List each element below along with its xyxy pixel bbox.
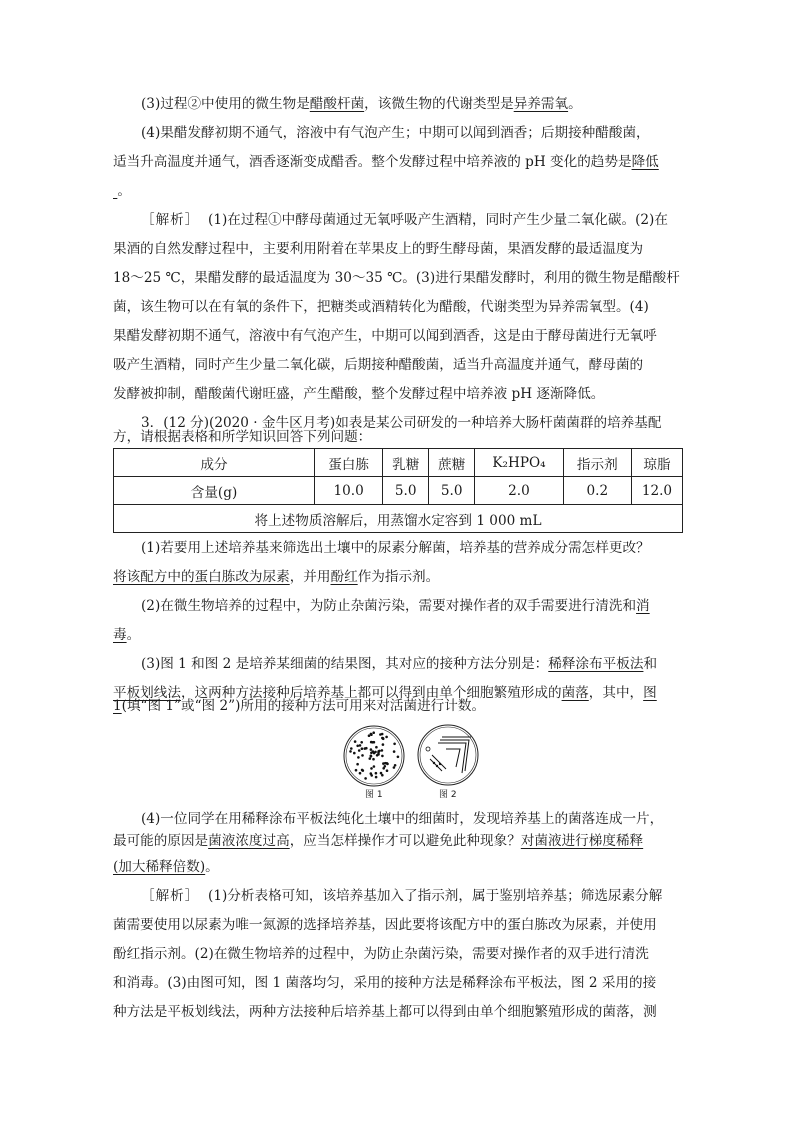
q2-text: (2)在微生物培养的过程中，为防止杂菌污染，需要对操作者的双手需要进行清洗和 xyxy=(141,598,637,614)
colony-dot xyxy=(375,776,378,779)
analysis-1-line-7: 发酵被抑制，醋酸菌代谢旺盛，产生醋酸，整个发酵过程中培养液 pH 逐渐降低。 xyxy=(113,386,605,402)
colony-dot xyxy=(373,752,376,755)
colony-dot xyxy=(386,769,389,772)
table-row xyxy=(114,505,683,533)
answer-figure-part2: 1 xyxy=(113,698,122,714)
answer-figure-part1: 图 xyxy=(643,685,657,701)
q3-text-and: 和 xyxy=(643,656,658,672)
colony-dot xyxy=(370,733,373,736)
q1-text-mid: ，并用 xyxy=(289,569,331,585)
analysis-1-line-4: 菌，该生物可以在有氧的条件下，把糖类或酒精转化为醋酸，代谢类型为异养需氧型。(4) xyxy=(113,299,649,315)
q2-line-1 xyxy=(113,592,683,622)
q4-text-mid: ，应当怎样操作才可以避免此种现象？ xyxy=(289,833,521,849)
figure-1-spread-plate xyxy=(342,724,406,788)
colony-dot xyxy=(356,763,359,766)
colony-dot xyxy=(359,772,362,775)
colony-dot xyxy=(357,756,360,759)
colony-dot xyxy=(370,748,373,751)
para-3-end: 。 xyxy=(568,96,582,112)
colony-dot xyxy=(369,757,372,760)
table-cell: 5.0 xyxy=(429,477,475,505)
para-4-line-1: (4)果醋发酵初期不通气，溶液中有气泡产生；中期可以闻到酒香；后期接种醋酸菌， xyxy=(141,125,650,141)
colony-dot xyxy=(384,765,387,768)
colony-dot xyxy=(382,738,385,741)
colony-dot xyxy=(364,747,367,750)
table-cell: 5.0 xyxy=(383,477,429,505)
answer-replace-peptone: 将该配方中的蛋白胨改为尿素 xyxy=(113,569,290,585)
para-3 xyxy=(113,90,683,120)
colony-dot xyxy=(372,758,375,761)
table-note: 将上述物质溶解后，用蒸馏水定容到 1 000 mL xyxy=(114,505,683,533)
figure-1-caption: 图 1 xyxy=(365,790,383,800)
colony-dot xyxy=(349,750,352,753)
analysis-1-text: (1)在过程①中酵母菌通过无氧呼吸产生酒精，同时产生少量二氧化碳。(2)在 xyxy=(208,212,668,228)
colony-dot xyxy=(385,736,388,739)
colony-dot xyxy=(384,762,387,765)
analysis-2-line-3: 酚红指示剂。(2)在微生物培养的过程中，为防止杂菌污染，需要对操作者的双手进行清洗 xyxy=(113,946,649,962)
table-cell: 琼脂 xyxy=(631,449,682,477)
table-cell: 2.0 xyxy=(475,477,563,505)
colony-dot xyxy=(361,747,364,750)
colony-dot xyxy=(375,746,378,749)
colony-dot xyxy=(358,749,361,752)
q3-line-1 xyxy=(113,650,683,680)
q1-end: 作为指示剂。 xyxy=(357,569,440,585)
colony-dot xyxy=(381,749,384,752)
para-3-text-mid: ，该微生物的代谢类型是 xyxy=(364,96,514,112)
table-cell: 12.0 xyxy=(631,477,682,505)
analysis-2-text: (1)分析表格可知，该培养基加入了指示剂，属于鉴别培养基；筛选尿素分解 xyxy=(208,888,663,904)
q4-line-1: (4)一位同学在用稀释涂布平板法纯化土壤中的细菌时，发现培养基上的菌落连成一片， xyxy=(141,811,664,827)
q3-line-3 xyxy=(113,696,683,716)
table-header-cell: 含量(g) xyxy=(114,477,315,505)
colony-dot xyxy=(370,767,373,770)
q3-text-line3: (填“图 1”或“图 2”)所用的接种方法可用来对活菌进行计数。 xyxy=(121,698,486,714)
para-4-text: 适当升高温度并通气，酒香逐渐变成醋香。整个发酵过程中培养液的 pH 变化的趋势是 xyxy=(113,154,632,170)
colony-dot xyxy=(372,731,375,734)
answer-ph-trend: 降低 xyxy=(631,154,659,170)
analysis-1-line-6: 吸产生酒精，同时产生少量二氧化碳，后期接种醋酸菌，适当升高温度并通气，酵母菌的 xyxy=(113,357,644,373)
answer-streak-plate: 平板划线法 xyxy=(113,685,181,701)
table-cell: 10.0 xyxy=(315,477,383,505)
figure-2-caption: 图 2 xyxy=(439,790,457,800)
colony-dot xyxy=(359,744,362,747)
table-cell: K₂HPO₄ xyxy=(475,449,563,477)
colony-dot xyxy=(364,777,367,780)
colony-dot xyxy=(373,765,376,768)
colony-dot xyxy=(354,740,357,743)
colony-dot xyxy=(353,752,356,755)
colony-dot xyxy=(371,741,374,744)
colony-dot xyxy=(380,772,383,775)
colony-dot xyxy=(393,750,396,753)
analysis-2-line-1 xyxy=(113,882,683,912)
para-4-line-3 xyxy=(113,177,683,207)
answer-disinfect-part1: 消 xyxy=(636,598,650,614)
colony-dot xyxy=(381,755,384,758)
para-4-end: 。 xyxy=(117,183,131,199)
colony-dot xyxy=(356,745,359,748)
table-cell: 指示剂 xyxy=(563,449,631,477)
answer-spread-plate: 稀释涂布平板法 xyxy=(548,656,644,672)
para-3-text: (3)过程②中使用的微生物是 xyxy=(141,96,310,112)
q3-text-mid: ，这两种方法接种后培养基上都可以得到由单个细胞繁殖形成的 xyxy=(180,685,562,701)
para-4-line-2 xyxy=(113,148,683,178)
q4-text: 最可能的原因是 xyxy=(113,833,209,849)
q3-text-end: ，其中， xyxy=(588,685,644,701)
analysis-1-line-5: 果醋发酵初期不通气，溶液中有气泡产生，中期可以闻到酒香，这是由于酵母菌进行无氧呼 xyxy=(113,328,657,344)
analysis-1-line-3: 18～25 ℃，果醋发酵的最适温度为 30～35 ℃。(3)进行果醋发酵时，利用的微生物是醋酸杆 xyxy=(113,270,680,286)
colony-dot xyxy=(361,754,364,757)
analysis-2-line-5: 种方法是平板划线法，两种方法接种后培养基上都可以得到由单个细胞繁殖形成的菌落，测 xyxy=(113,1004,657,1020)
colony-dot xyxy=(370,755,373,758)
colony-dot xyxy=(394,764,397,767)
table-cell: 乳糖 xyxy=(383,449,429,477)
figure-2-streak-plate xyxy=(416,723,480,787)
colony-dot xyxy=(397,756,400,759)
answer-increase-dilution: (加大稀释倍数) xyxy=(113,859,206,875)
answer-concentration-too-high: 菌液浓度过高 xyxy=(208,833,290,849)
answer-colony: 菌落 xyxy=(561,685,589,701)
answer-acetobacter: 醋酸杆菌 xyxy=(309,96,365,112)
colony-dot xyxy=(370,774,373,777)
colony-dot xyxy=(379,733,382,736)
table-cell: 0.2 xyxy=(563,477,631,505)
answer-disinfect-part2: 毒 xyxy=(113,627,127,643)
colony-dot xyxy=(382,743,385,746)
colony-dot xyxy=(377,753,380,756)
table-row xyxy=(114,449,683,477)
analysis-2-line-2: 菌需要使用以尿素为唯一氮源的选择培养基，因此要将该配方中的蛋白胨改为尿素，并使用 xyxy=(113,917,657,933)
q1-line-1: (1)若要用上述培养基来筛选出土壤中的尿素分解菌，培养基的营养成分需怎样更改？ xyxy=(141,540,650,556)
analysis-1-line-1 xyxy=(113,206,683,236)
colony-dot xyxy=(355,769,358,772)
colony-dot xyxy=(368,734,371,737)
answer-metabolism-type: 异养需氧 xyxy=(513,96,569,112)
colony-dot xyxy=(375,772,378,775)
table-cell: 蔗糖 xyxy=(429,449,475,477)
q4-line-3 xyxy=(113,853,683,883)
analysis-2-line-4: 和消毒。(3)由图可知，图 1 菌落均匀，采用的接种方法是稀释涂布平板法，图 2 采用的接 xyxy=(113,975,657,991)
analysis-label: ［解析］ xyxy=(141,888,200,904)
colony-dot xyxy=(350,747,353,750)
colony-dot xyxy=(393,766,396,769)
table-cell: 蛋白胨 xyxy=(315,449,383,477)
question-3-line-2: 方，请根据表格和所学知识回答下列问题： xyxy=(113,429,372,445)
table-row xyxy=(114,477,683,505)
q2-line-2 xyxy=(113,621,683,651)
answer-phenol-red: 酚红 xyxy=(330,569,358,585)
table-header-cell: 成分 xyxy=(114,449,315,477)
analysis-label: ［解析］ xyxy=(141,212,200,228)
medium-formula-table xyxy=(113,448,683,533)
colony-dot xyxy=(360,741,363,744)
q2-end: 。 xyxy=(126,627,141,643)
colony-dot xyxy=(361,769,364,772)
q3-text: (3)图 1 和图 2 是培养某细菌的结果图，其对应的接种方法分别是： xyxy=(141,656,549,672)
colony-dot xyxy=(393,743,396,746)
analysis-1-line-2: 果酒的自然发酵过程中，主要利用附着在苹果皮上的野生酵母菌，果酒发酵的最适温度为 xyxy=(113,241,644,257)
q4-end: 。 xyxy=(205,859,219,875)
question-3-line-1: 3．(12 分)(2020 · 金牛区月考)如表是某公司研发的一种培养大肠杆菌菌群的培养基配 xyxy=(141,415,662,431)
answer-gradient-dilution: 对菌液进行梯度稀释 xyxy=(520,833,644,849)
q1-line-2 xyxy=(113,563,683,593)
